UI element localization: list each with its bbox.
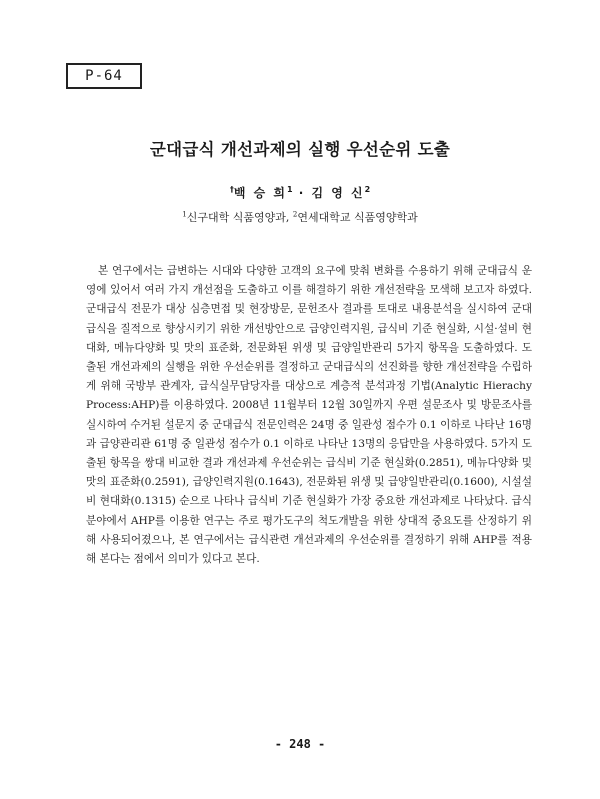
affil-2-mark: 2 bbox=[292, 210, 298, 219]
author-1-affil-mark: 1 bbox=[286, 185, 293, 194]
abstract-body bbox=[86, 262, 532, 569]
author-separator: · bbox=[292, 186, 312, 200]
page-number: - 248 - bbox=[274, 737, 326, 751]
session-code-box bbox=[66, 63, 142, 89]
author-1: 백 승 희 bbox=[233, 186, 287, 200]
session-code: P-64 bbox=[85, 68, 123, 84]
abstract-text: 본 연구에서는 급변하는 시대와 다양한 고객의 요구에 맞춰 변화를 수용하기 위해 군대급식 운영에 있어서 여러 가지 개선점을 도출하고 이를 해결하기 위한 개선전략을 모색해 보고자 하였다. 군대급식 전문가 대상 심층면접 및 현장방문, 문헌조사 결과를 토대로 내용분석을 실시하여 군대급식을 질적으로 향상시키기 위한 개선방안으로 급양인력지원, 급식비 기준 현실화, 시설·설비 현대화, 메뉴다양화 및 맛의 표준화, 전문화된 위생 및 급양일반관리 5가지 항목을 도출하였다. 도출된 개선과제의 실행을 위한 우선순위를 결정하고 군대급식의 선진화를 향한 개선전략을 수립하게 위해 국방부 관계자, 급식실무담당자를 대상으로 계층적 분석과정 기법(Analytic Hierachy Process:AHP)를 이용하였다. 2008년 11월부터 12월 30일까지 우편 설문조사 및 방문조사를 실시하여 수거된 설문지 중 군대급식 전문인력은 24명 중 일관성 점수가 0.1 이하로 나타난 16명과 급양관리관 61명 중 일관성 점수가 0.1 이하로 나타난 13명의 응답만을 사용하였다. 5가지 도출된 항목을 쌍대 비교한 결과 개선과제 우선순위는 급식비 기준 현실화(0.2851), 메뉴다양화 및 맛의 표준화(0.2591), 급양인력지원(0.1643), 전문화된 위생 및 급양일반관리(0.1600), 시설설비 현대화(0.1315) 순으로 나타나 급식비 기준 현실화가 가장 중요한 개선과제로 나타났다. 급식분야에서 AHP를 이용한 연구는 주로 평가도구의 척도개발을 위한 상대적 중요도를 산정하기 위해 사용되어졌으나, 본 연구에서는 급식관련 개선과제의 우선순위를 결정하기 위해 AHP를 적용해 본다는 점에서 의미가 있다고 본다. bbox=[86, 265, 532, 566]
author-line bbox=[0, 184, 600, 201]
affil-1: 신구대학 식품영양과, bbox=[186, 211, 293, 224]
paper-title: 군대급식 개선과제의 실행 우선순위 도출 bbox=[149, 140, 451, 159]
author-2-affil-mark: 2 bbox=[364, 185, 371, 194]
author-2: 김 영 신 bbox=[311, 186, 365, 200]
corresponding-mark: † bbox=[229, 185, 234, 194]
affil-2: 연세대학교 식품영양학과 bbox=[297, 211, 418, 224]
affil-1-mark: 1 bbox=[182, 210, 187, 219]
affiliation-line bbox=[0, 209, 600, 225]
